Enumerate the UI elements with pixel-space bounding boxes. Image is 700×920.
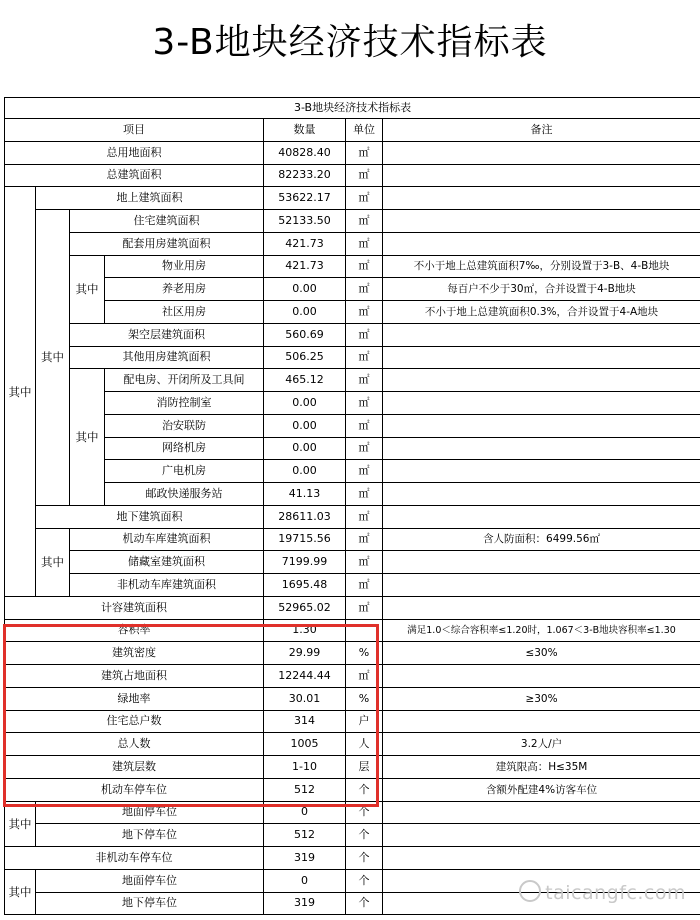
row-name: 绿地率	[5, 687, 264, 710]
table-row	[5, 801, 700, 824]
row-unit: ㎡	[346, 141, 383, 164]
row-qty: 421.73	[264, 255, 346, 278]
row-qty: 7199.99	[264, 551, 346, 574]
row-qty: 41.13	[264, 483, 346, 506]
row-name: 地面停车位	[36, 869, 264, 892]
row-qty: 0.00	[264, 437, 346, 460]
row-name: 其他用房建筑面积	[70, 346, 264, 369]
row-qty: 0	[264, 869, 346, 892]
row-unit: ㎡	[346, 255, 383, 278]
table-row	[5, 483, 700, 506]
row-unit: 个	[346, 824, 383, 847]
row-qty: 0.00	[264, 414, 346, 437]
row-unit: 个	[346, 869, 383, 892]
row-name: 储藏室建筑面积	[70, 551, 264, 574]
table-row	[5, 687, 700, 710]
table-row	[5, 824, 700, 847]
row-qty: 0.00	[264, 301, 346, 324]
row-name: 总用地面积	[5, 141, 264, 164]
table-row	[5, 210, 700, 233]
watermark	[519, 880, 686, 904]
row-remark	[383, 483, 700, 506]
row-qty: 1-10	[264, 756, 346, 779]
table-row	[5, 369, 700, 392]
table-row	[5, 232, 700, 255]
row-name: 物业用房	[105, 255, 264, 278]
indicator-table	[4, 97, 700, 915]
row-qty: 421.73	[264, 232, 346, 255]
row-name: 邮政快递服务站	[105, 483, 264, 506]
row-unit: ㎡	[346, 232, 383, 255]
table-row	[5, 505, 700, 528]
row-name: 地下停车位	[36, 824, 264, 847]
row-remark	[383, 574, 700, 597]
header-remark: 备注	[383, 119, 700, 142]
row-qty: 30.01	[264, 687, 346, 710]
row-unit: 户	[346, 710, 383, 733]
row-qty: 560.69	[264, 323, 346, 346]
row-qty: 52965.02	[264, 596, 346, 619]
row-remark	[383, 437, 700, 460]
table-row	[5, 710, 700, 733]
header-item: 项目	[5, 119, 264, 142]
row-name: 总建筑面积	[5, 164, 264, 187]
row-name: 架空层建筑面积	[70, 323, 264, 346]
row-unit: 个	[346, 778, 383, 801]
row-remark: ≤30%	[383, 642, 700, 665]
row-unit: ㎡	[346, 301, 383, 324]
row-qty: 506.25	[264, 346, 346, 369]
row-name: 网络机房	[105, 437, 264, 460]
row-unit	[346, 619, 383, 642]
row-unit: ㎡	[346, 460, 383, 483]
group-label-bike-parking: 其中	[5, 869, 36, 915]
row-unit: ㎡	[346, 665, 383, 688]
row-qty: 52133.50	[264, 210, 346, 233]
row-name: 地下停车位	[36, 892, 264, 915]
table-row	[5, 301, 700, 324]
row-unit: ㎡	[346, 596, 383, 619]
row-name: 建筑层数	[5, 756, 264, 779]
table-row	[5, 164, 700, 187]
row-remark	[383, 141, 700, 164]
row-remark: 满足1.0＜综合容积率≤1.20时，1.067＜3-B地块容积率≤1.30	[383, 619, 700, 642]
table-row	[5, 551, 700, 574]
row-qty: 28611.03	[264, 505, 346, 528]
row-unit: 人	[346, 733, 383, 756]
row-remark: 建筑限高：H≤35M	[383, 756, 700, 779]
row-unit: ㎡	[346, 528, 383, 551]
row-qty: 29.99	[264, 642, 346, 665]
row-unit: ㎡	[346, 505, 383, 528]
group-label-other-use: 其中	[70, 369, 105, 506]
table-row	[5, 733, 700, 756]
row-qty: 1695.48	[264, 574, 346, 597]
row-unit: ㎡	[346, 483, 383, 506]
row-remark: 每百户不少于30㎡，合并设置于4-B地块	[383, 278, 700, 301]
row-qty: 319	[264, 892, 346, 915]
row-remark	[383, 187, 700, 210]
row-unit: ㎡	[346, 323, 383, 346]
row-name: 地面停车位	[36, 801, 264, 824]
table-row	[5, 414, 700, 437]
table-row	[5, 778, 700, 801]
table-row	[5, 255, 700, 278]
row-unit: ㎡	[346, 392, 383, 415]
row-qty: 512	[264, 824, 346, 847]
row-remark	[383, 346, 700, 369]
row-name: 广电机房	[105, 460, 264, 483]
row-qty: 1.30	[264, 619, 346, 642]
row-qty: 0.00	[264, 278, 346, 301]
row-unit: ㎡	[346, 369, 383, 392]
table-caption-row	[5, 98, 700, 119]
table-row	[5, 528, 700, 551]
row-remark	[383, 596, 700, 619]
row-unit: ㎡	[346, 346, 383, 369]
row-name: 配电房、开闭所及工具间	[105, 369, 264, 392]
row-remark	[383, 505, 700, 528]
row-name: 配套用房建筑面积	[70, 232, 264, 255]
header-unit: 单位	[346, 119, 383, 142]
row-remark	[383, 369, 700, 392]
table-row	[5, 847, 700, 870]
row-name: 住宅建筑面积	[70, 210, 264, 233]
row-qty: 0	[264, 801, 346, 824]
row-name: 机动车库建筑面积	[70, 528, 264, 551]
group-label-floor-area: 其中	[5, 187, 36, 597]
row-remark	[383, 551, 700, 574]
row-qty: 465.12	[264, 369, 346, 392]
row-name: 机动车停车位	[5, 778, 264, 801]
row-unit: ㎡	[346, 574, 383, 597]
row-remark	[383, 164, 700, 187]
row-name: 计容建筑面积	[5, 596, 264, 619]
row-unit: ㎡	[346, 437, 383, 460]
table-row	[5, 392, 700, 415]
row-name: 建筑占地面积	[5, 665, 264, 688]
table-row	[5, 460, 700, 483]
row-qty: 40828.40	[264, 141, 346, 164]
table-row	[5, 323, 700, 346]
row-qty: 82233.20	[264, 164, 346, 187]
row-remark	[383, 210, 700, 233]
page-title: 3-B地块经济技术指标表	[152, 22, 548, 63]
row-qty: 1005	[264, 733, 346, 756]
table-header-row	[5, 119, 700, 142]
group-label-parking: 其中	[5, 801, 36, 847]
row-unit: ㎡	[346, 414, 383, 437]
row-name: 社区用房	[105, 301, 264, 324]
row-unit: %	[346, 687, 383, 710]
row-name: 非机动车库建筑面积	[70, 574, 264, 597]
row-unit: 层	[346, 756, 383, 779]
row-qty: 19715.56	[264, 528, 346, 551]
row-name: 治安联防	[105, 414, 264, 437]
header-quantity: 数量	[264, 119, 346, 142]
row-qty: 0.00	[264, 460, 346, 483]
row-name: 容积率	[5, 619, 264, 642]
row-remark	[383, 232, 700, 255]
row-remark: 不小于地上总建筑面积0.3%，合并设置于4-A地块	[383, 301, 700, 324]
row-name: 养老用房	[105, 278, 264, 301]
row-remark	[383, 323, 700, 346]
row-remark: 3.2人/户	[383, 733, 700, 756]
row-qty: 0.00	[264, 392, 346, 415]
row-remark	[383, 392, 700, 415]
row-unit: ㎡	[346, 278, 383, 301]
row-remark	[383, 824, 700, 847]
watermark-logo-icon	[519, 880, 541, 902]
row-name: 地上建筑面积	[36, 187, 264, 210]
row-qty: 53622.17	[264, 187, 346, 210]
table-row	[5, 278, 700, 301]
table-row	[5, 642, 700, 665]
row-remark	[383, 414, 700, 437]
row-qty: 319	[264, 847, 346, 870]
group-label-above-ground: 其中	[36, 210, 70, 506]
row-unit: 个	[346, 892, 383, 915]
row-name: 地下建筑面积	[36, 505, 264, 528]
table-row	[5, 141, 700, 164]
row-unit: 个	[346, 801, 383, 824]
group-label-supporting: 其中	[70, 255, 105, 323]
row-unit: ㎡	[346, 187, 383, 210]
row-name: 非机动车停车位	[5, 847, 264, 870]
row-name: 住宅总户数	[5, 710, 264, 733]
table-row	[5, 596, 700, 619]
table-row	[5, 619, 700, 642]
row-name: 建筑密度	[5, 642, 264, 665]
row-unit: ㎡	[346, 210, 383, 233]
row-qty: 12244.44	[264, 665, 346, 688]
group-label-underground: 其中	[36, 528, 70, 596]
row-unit: ㎡	[346, 551, 383, 574]
row-remark	[383, 460, 700, 483]
table-caption: 3-B地块经济技术指标表	[5, 98, 700, 119]
table-row	[5, 665, 700, 688]
row-remark: 含人防面积：6499.56㎡	[383, 528, 700, 551]
row-qty: 512	[264, 778, 346, 801]
row-unit: %	[346, 642, 383, 665]
table-row	[5, 437, 700, 460]
table-row	[5, 187, 700, 210]
row-remark	[383, 801, 700, 824]
row-remark	[383, 710, 700, 733]
table-row	[5, 756, 700, 779]
table-row	[5, 346, 700, 369]
row-remark: 不小于地上总建筑面积7‰，分别设置于3-B、4-B地块	[383, 255, 700, 278]
row-unit: 个	[346, 847, 383, 870]
row-remark	[383, 847, 700, 870]
row-name: 消防控制室	[105, 392, 264, 415]
watermark-text: taicangfc.com	[545, 882, 686, 904]
row-qty: 314	[264, 710, 346, 733]
row-name: 总人数	[5, 733, 264, 756]
table-row	[5, 574, 700, 597]
row-remark: ≥30%	[383, 687, 700, 710]
row-unit: ㎡	[346, 164, 383, 187]
row-remark	[383, 665, 700, 688]
row-remark: 含额外配建4%访客车位	[383, 778, 700, 801]
